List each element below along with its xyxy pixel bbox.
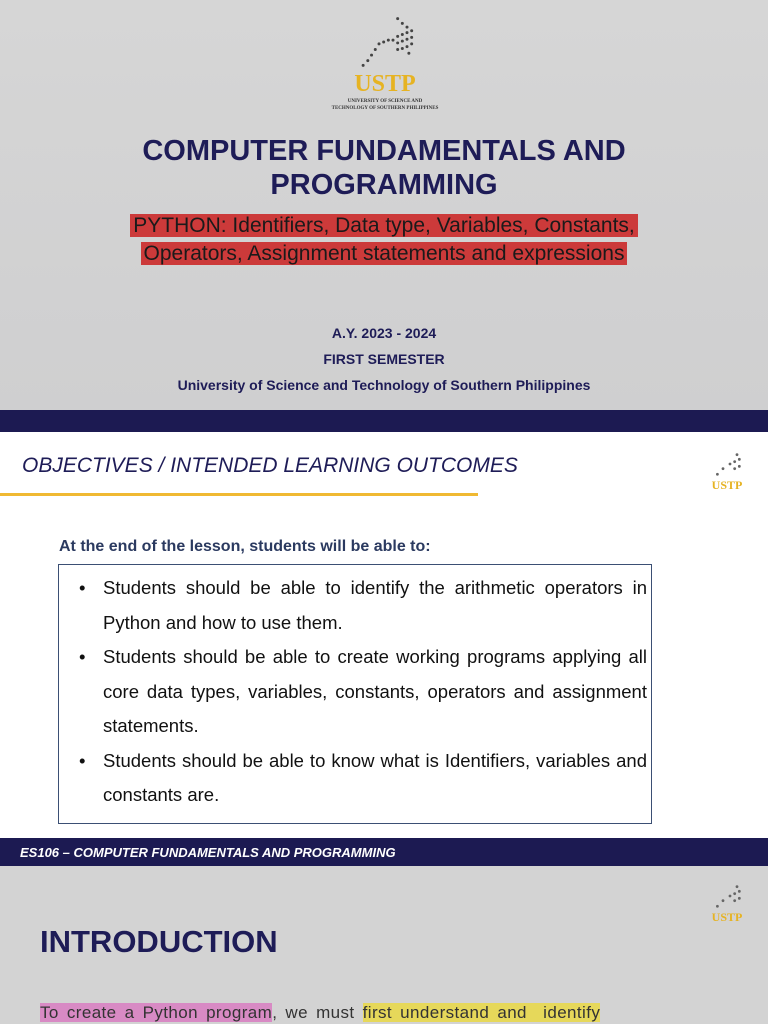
ustp-logo-small (704, 882, 750, 925)
logo-wordmark: USTP (711, 910, 743, 924)
intro-paragraph (40, 1003, 600, 1023)
objectives-heading: OBJECTIVES / INTENDED LEARNING OUTCOMES (22, 454, 518, 477)
course-footer-text: ES106 – COMPUTER FUNDAMENTALS AND PROGRAMMING (20, 845, 396, 860)
subtitle-line-1: PYTHON: Identifiers, Data type, Variables, Constants, (130, 214, 638, 237)
lead-text: At the end of the lesson, students will be able to: (59, 538, 431, 555)
objective-item: • Students should be able to identify the arithmetic operators in Python and how to use them. (103, 571, 647, 640)
gold-underline (0, 493, 478, 496)
logo-wordmark: USTP (711, 478, 743, 492)
university-name: University of Science and Technology of Southern Philippines (177, 377, 591, 393)
logo-wordmark: USTP (354, 71, 416, 97)
objectives-slide (0, 432, 768, 838)
title-slide (0, 0, 768, 410)
logo-dots-icon (710, 450, 750, 478)
highlight-pink: To create a Python program (40, 1003, 273, 1022)
subtitle-line-2: Operators, Assignment statements and expressions (141, 242, 628, 265)
academic-year: A.Y. 2023 - 2024 (331, 325, 437, 341)
title-line-1: COMPUTER FUNDAMENTALS AND (142, 135, 626, 167)
course-footer (0, 838, 768, 866)
ustp-logo (330, 14, 440, 112)
objectives-box (58, 564, 652, 824)
objective-item: • Students should be able to know what is Identifiers, variables and constants are. (103, 744, 647, 813)
ustp-logo-small (704, 450, 750, 493)
introduction-slide (0, 866, 768, 1024)
logo-dots-icon (358, 14, 428, 70)
slide-divider-bar (0, 410, 768, 432)
semester: FIRST SEMESTER (323, 351, 445, 367)
objective-item: • Students should be able to create working programs applying all core data types, variables, constants, operators and assignment statements. (103, 640, 647, 744)
title-line-2: PROGRAMMING (270, 169, 498, 201)
highlight-yellow: first understand and identify (362, 1003, 601, 1022)
para-text: , we must (272, 1003, 363, 1022)
logo-dots-icon (710, 882, 750, 910)
introduction-heading: INTRODUCTION (40, 924, 278, 959)
logo-subtitle: UNIVERSITY OF SCIENCE AND TECHNOLOGY OF SOUTHERN PHILIPPINES (331, 99, 439, 111)
